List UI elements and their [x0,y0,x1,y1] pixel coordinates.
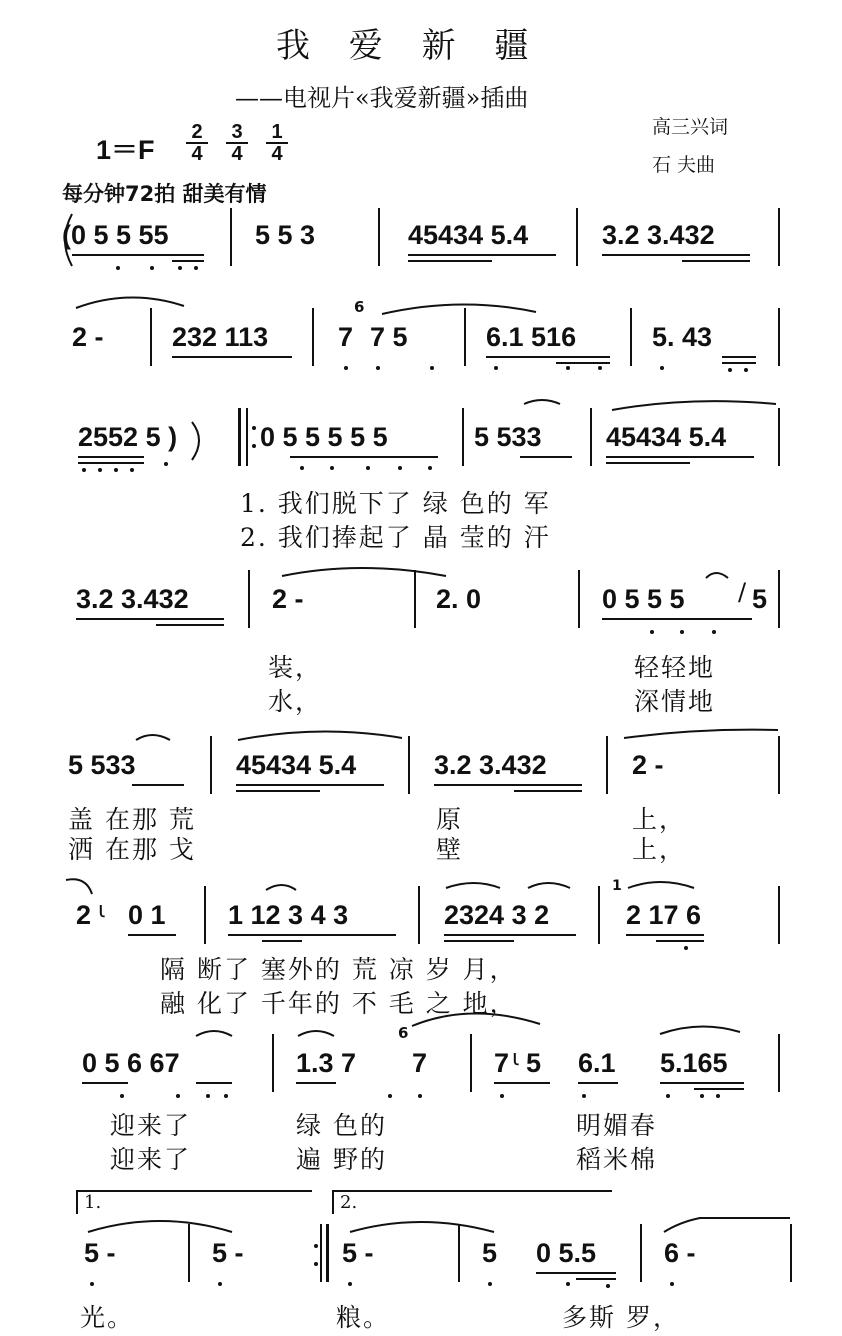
lyric-row8-a: 光。 [80,1303,135,1332]
grace-note-6: 6 [354,298,365,316]
measure-8-4b: 0 5.5 [536,1238,597,1268]
lyric-row7-verse1-b: 绿 色的 [296,1111,387,1140]
slur [524,400,560,404]
lyric-row5-verse2-a: 洒 在那 戈 [68,835,196,864]
measure-2-3a: 7 [338,322,354,352]
measure-1-4: 3.2 3.432 [602,220,715,250]
measure-6-2: 0 1 [128,900,166,930]
measure-3-3: 5 533 [474,422,542,452]
lyric-row5-verse1-b: 原 [436,805,464,834]
breath-mark: ι [98,898,106,923]
slur [350,1222,494,1232]
slur [628,882,694,888]
measure-7-3c: 6.1 [578,1048,616,1078]
lyric-row5-verse2-c: 上， [632,835,687,864]
lyric-row7-verse1-a: 迎来了 [110,1111,192,1140]
lyric-row4-verse2-b: 深情地 [634,687,716,716]
slur [196,1031,232,1036]
slur [412,1013,540,1026]
measure-6-1: 2 [76,900,92,930]
slur [446,883,500,888]
measure-7-3a: 7 [494,1048,510,1078]
slur [282,568,446,576]
lyric-row5-verse1-a: 盖 在那 荒 [68,805,196,834]
measure-2-4: 6.1 516 [486,322,577,352]
lyric-row5-verse1-c: 上， [632,805,687,834]
lyric-row8-c: 多斯 罗， [562,1303,680,1332]
measure-7-3d: 5.165 [660,1048,728,1078]
lyric-row5-verse2-b: 壁 [436,835,464,864]
slur [66,879,92,894]
measure-3-1: 2552 5 ) [78,422,178,452]
measure-6-5: 2 17 6 [626,900,702,930]
measure-6-3: 1 12 3 4 3 [228,900,349,930]
measure-4-1: 3.2 3.432 [76,584,189,614]
slur [528,883,570,888]
measure-8-4a: 5 [482,1238,498,1268]
slur [660,1026,740,1034]
slur [136,735,170,740]
time-signature-1-4: 1 4 [266,122,288,164]
measure-3-4: 45434 5.4 [606,422,727,452]
measure-4-2: 2 - [272,584,304,614]
measure-1-3: 45434 5.4 [408,220,529,250]
measure-2-3b: 7 5 [370,322,408,352]
slur [266,885,296,890]
grace-stroke: / [738,578,747,606]
measure-7-2: 1.3 7 [296,1048,357,1078]
lyric-row6-verse1: 隔 断了 塞外的 荒 凉 岁 月， [160,955,517,984]
measure-4-4: 0 5 5 5 [602,584,685,614]
volta-1-label: 1. [84,1192,102,1213]
composer-credit: 石 夫曲 [652,154,716,176]
measure-8-2: 5 - [212,1238,244,1268]
measure-8-1: 5 - [84,1238,116,1268]
measure-1-2: 5 5 3 [255,220,316,250]
lyric-row7-verse1-c: 明媚春 [576,1111,658,1140]
measure-5-1: 5 533 [68,750,136,780]
lyric-row4-verse1-a: 装， [268,653,323,682]
lyric-row4-verse1-b: 轻轻地 [634,653,716,682]
grace-note-6b: 6 [398,1024,409,1042]
measure-4-3: 2. 0 [436,584,482,614]
slur [382,304,536,314]
breath-mark: ι [512,1046,520,1071]
time-signature-3-4: 3 4 [226,122,248,164]
opening-parenthesis [65,214,72,266]
slur [612,401,776,410]
measure-7-2b: 7 [412,1048,428,1078]
measure-2-1: 2 - [72,322,104,352]
tempo-marking: 每分钟72拍 甜美有情 [62,182,267,206]
measure-1-1: (0 5 5 55 [62,220,169,250]
measure-8-5: 6 - [664,1238,696,1268]
lyric-row4-verse2-a: 水， [268,687,323,716]
measure-7-1: 0 5 6 67 [82,1048,180,1078]
slur [238,731,402,740]
measure-2-2: 232 113 [172,322,269,352]
lyricist-credit: 高三兴词 [652,116,729,138]
measure-8-3: 5 - [342,1238,374,1268]
slur [706,573,728,578]
measure-5-4: 2 - [632,750,664,780]
slur [624,730,778,738]
lyric-row7-verse2-c: 稻米棉 [576,1145,658,1174]
lyric-row6-verse2: 融 化了 千年的 不 毛 之 地， [160,989,517,1018]
slur [664,1218,790,1232]
measure-5-2: 45434 5.4 [236,750,357,780]
lyric-row8-b: 粮。 [336,1303,391,1332]
lyric-row3-verse2: 2. 我们捧起了 晶 莹的 汗 [240,523,551,552]
measure-5-3: 3.2 3.432 [434,750,547,780]
measure-7-3b: 5 [526,1048,542,1078]
lyric-row3-verse1: 1. 我们脱下了 绿 色的 军 [240,489,551,518]
song-subtitle: ——电视片«我爱新疆»插曲 [235,84,529,112]
slur [76,297,184,308]
measure-2-5: 5. 43 [652,322,713,352]
measure-3-2: 0 5 5 5 5 5 [260,422,388,452]
lyric-row7-verse2-b: 遍 野的 [296,1145,387,1174]
grace-note-1: 1 [612,878,622,894]
key-signature: 1＝F [96,135,155,165]
volta-2-label: 2. [340,1192,358,1213]
song-title: 我 爱 新 疆 [276,26,543,66]
slur [88,1221,232,1232]
time-signature-2-4: 2 4 [186,122,208,164]
measure-4-5: 5 [752,584,768,614]
closing-parenthesis [192,422,199,460]
measure-6-4: 2324 3 2 [444,900,550,930]
lyric-row7-verse2-a: 迎来了 [110,1145,192,1174]
slur [298,1031,334,1036]
